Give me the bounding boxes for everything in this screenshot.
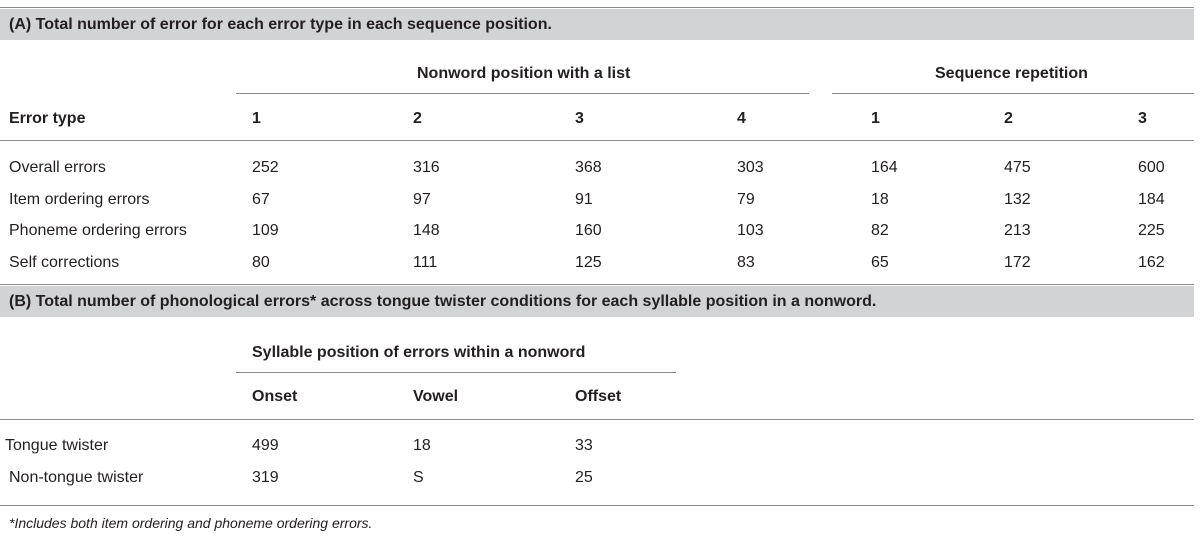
group-header-syllable: Syllable position of errors within a nonword [252,344,586,361]
header-rule-a [0,140,1194,141]
table-cell: 162 [1138,254,1165,271]
col-header-vowel: Vowel [413,388,459,405]
col-header-nonword-2: 2 [413,110,422,127]
table-cell: 67 [252,191,270,208]
col-header-sequence-3: 3 [1138,110,1147,127]
table-cell: 225 [1138,222,1165,239]
section-b-header [0,286,1194,317]
col-header-sequence-1: 1 [871,110,880,127]
header-rule-b [0,419,1194,420]
table-cell: 82 [871,222,889,239]
table-cell: 109 [252,222,279,239]
group-rule-sequence [832,93,1194,94]
table-cell: 91 [575,191,593,208]
col-header-nonword-1: 1 [252,110,261,127]
row-label-non-tongue-twister: Non-tongue twister [9,469,144,486]
table-cell: 25 [575,469,593,486]
table-cell: 368 [575,159,602,176]
table-cell: 303 [737,159,764,176]
table-cell: 319 [252,469,279,486]
table-cell: 83 [737,254,755,271]
top-rule [0,7,1194,8]
bottom-rule [0,505,1194,506]
table-cell: 18 [871,191,889,208]
section-a-title: (A) Total number of error for each error type in each sequence position. [9,16,552,33]
table-cell: 316 [413,159,440,176]
row-label-item-ordering-errors: Item ordering errors [9,191,150,208]
table-cell: 103 [737,222,764,239]
table-cell: 65 [871,254,889,271]
table-cell: 160 [575,222,602,239]
group-header-nonword: Nonword position with a list [417,65,631,82]
table-cell: 79 [737,191,755,208]
col-header-nonword-4: 4 [737,110,746,127]
table-cell: 97 [413,191,431,208]
group-header-sequence: Sequence repetition [935,65,1088,82]
table-cell: 475 [1004,159,1031,176]
row-label-tongue-twister: Tongue twister [5,437,109,454]
table-cell: 18 [413,437,431,454]
row-label-overall-errors: Overall errors [9,159,106,176]
group-rule-syllable [236,372,676,373]
table-cell: 148 [413,222,440,239]
table-cell: 80 [252,254,270,271]
table-cell: 164 [871,159,898,176]
section-b-title: (B) Total number of phonological errors* across tongue twister conditions for each syllable position in a nonword. [9,293,877,310]
footnote: *Includes both item ordering and phoneme ordering errors. [9,515,373,531]
group-rule-nonword [236,93,809,94]
table-cell: 125 [575,254,602,271]
table-cell: 132 [1004,191,1031,208]
table-cell: 111 [413,254,438,271]
section-b-top-rule [0,284,1194,285]
table-cell: 499 [252,437,279,454]
row-label-self-corrections: Self corrections [9,254,120,271]
row-label-phoneme-ordering-errors: Phoneme ordering errors [9,222,187,239]
col-header-sequence-2: 2 [1004,110,1013,127]
table-cell: 184 [1138,191,1165,208]
table-cell: 213 [1004,222,1031,239]
col-header-offset: Offset [575,388,622,405]
col-header-error-type: Error type [9,110,86,127]
table-cell: 172 [1004,254,1031,271]
table-cell: 252 [252,159,279,176]
section-a-header [0,9,1194,40]
table-cell: S [413,469,424,486]
table-cell: 33 [575,437,593,454]
col-header-onset: Onset [252,388,298,405]
table-cell: 600 [1138,159,1165,176]
col-header-nonword-3: 3 [575,110,584,127]
